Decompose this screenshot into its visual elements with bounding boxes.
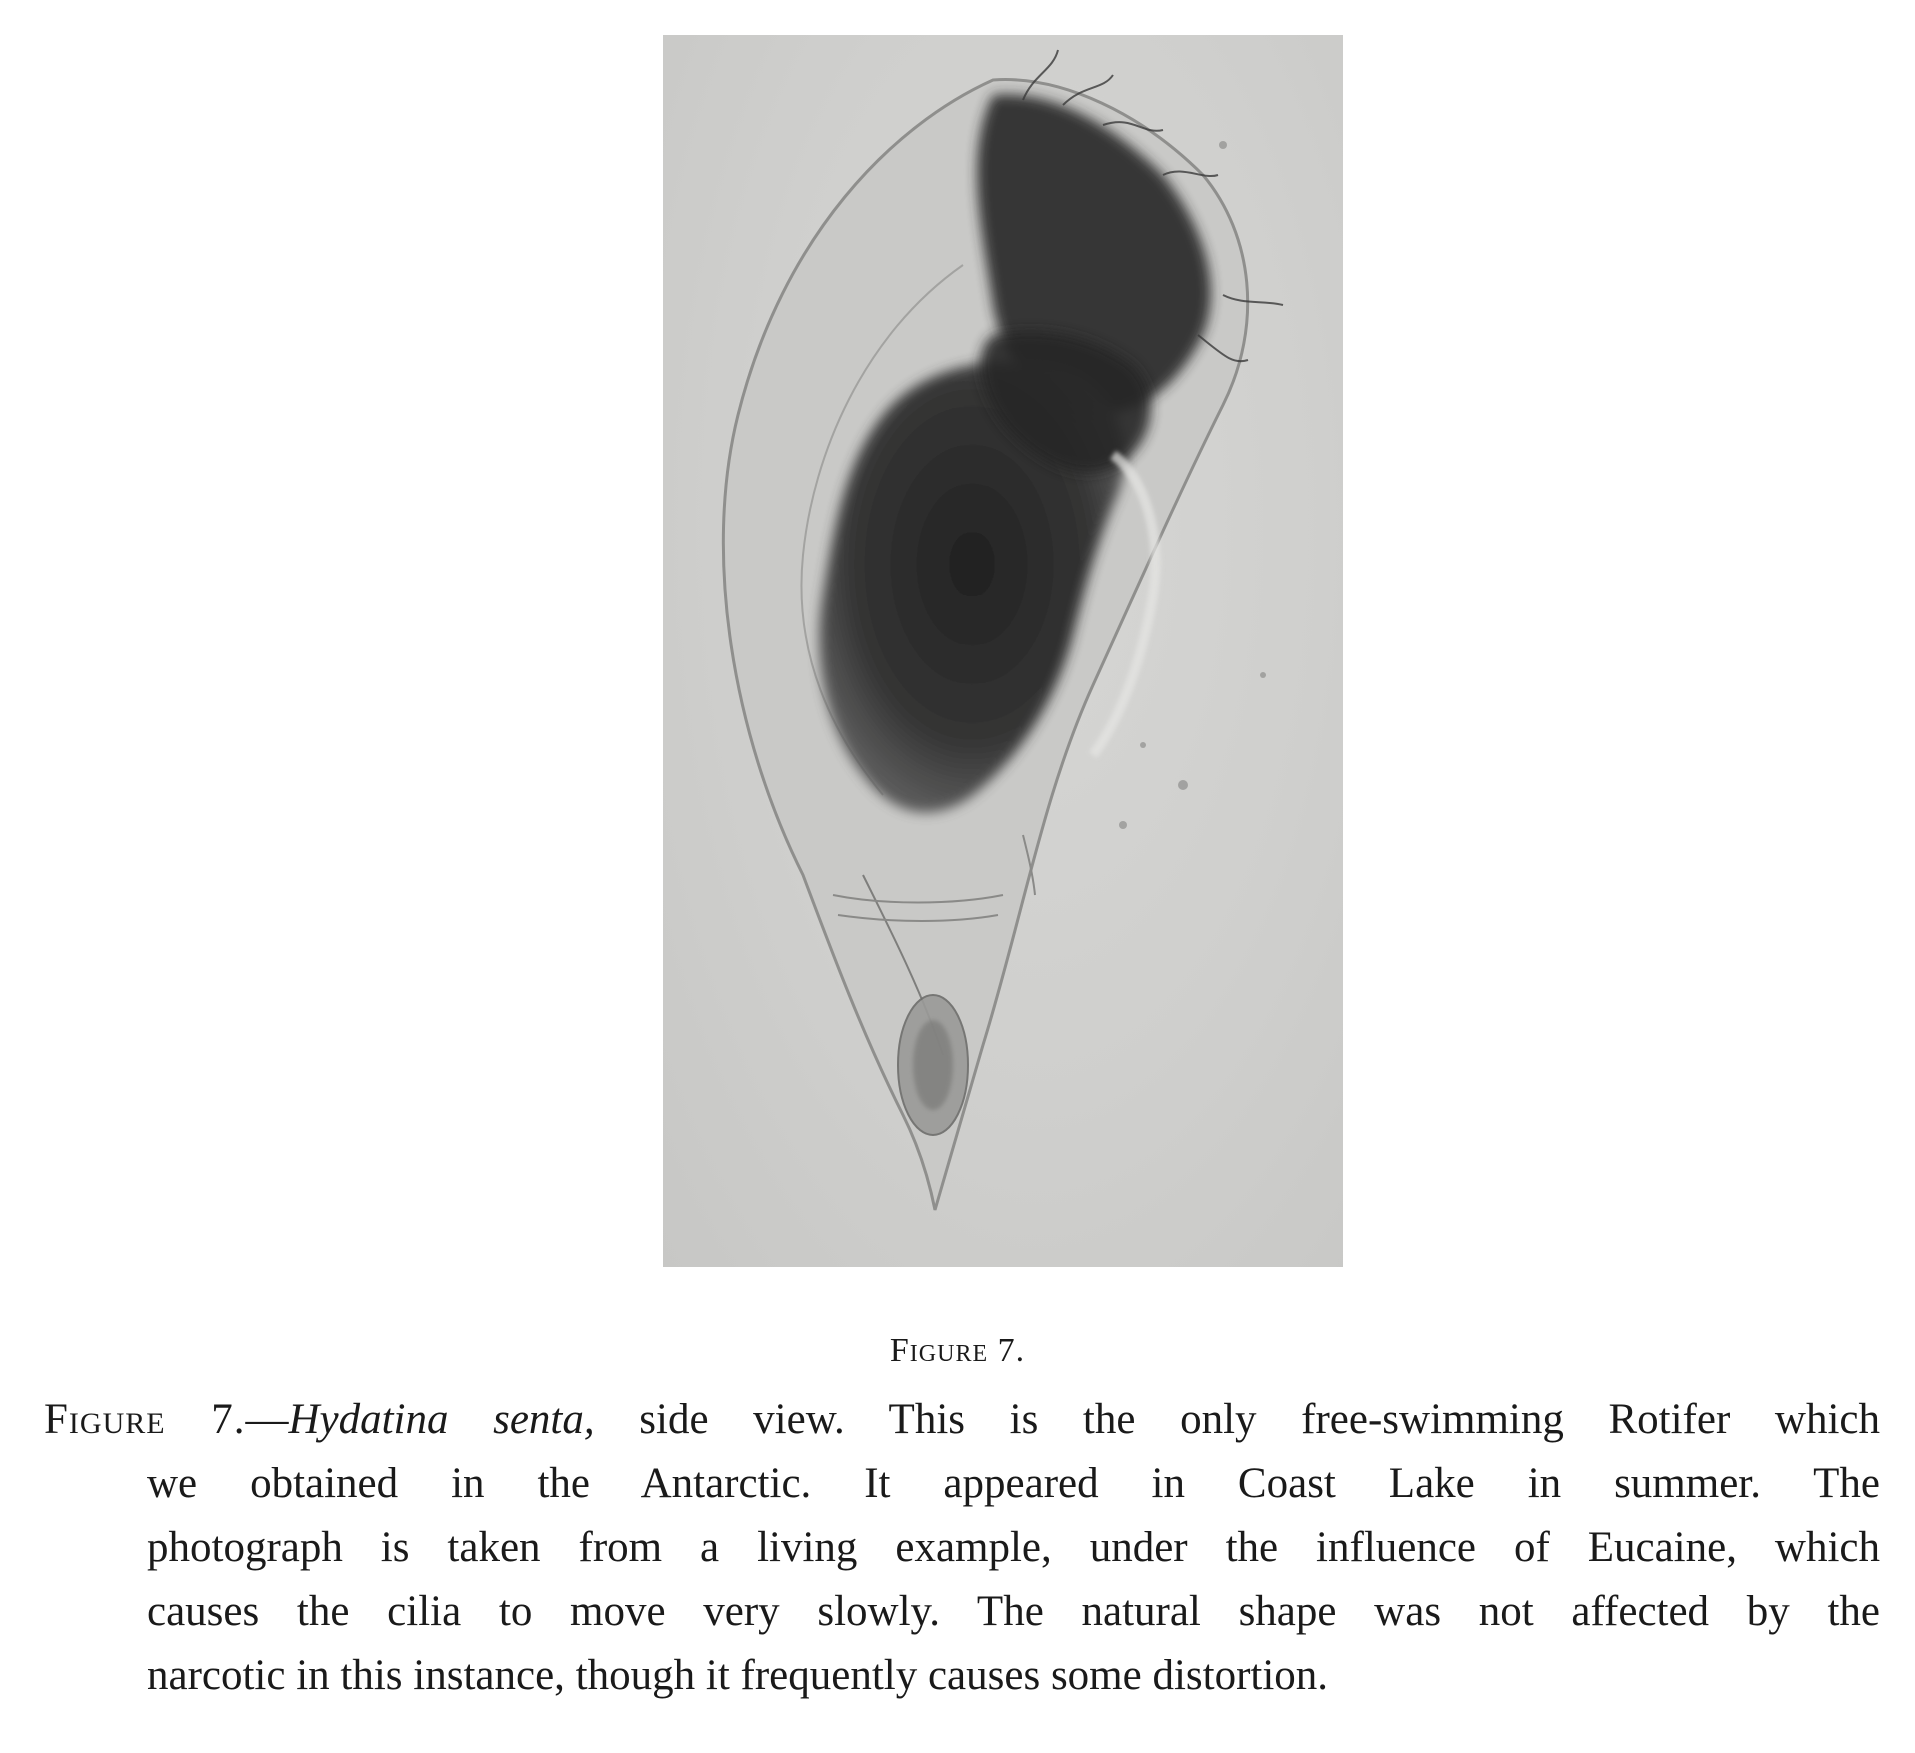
caption-line-2 bbox=[44, 1452, 1880, 1516]
caption-line-1 bbox=[44, 1388, 1880, 1452]
caption-line-5-text: narcotic in this instance, though it frequently causes some distortion. bbox=[147, 1652, 1329, 1699]
caption-line-1-text: side view. This is the only free-swimming Rotifer which bbox=[639, 1396, 1880, 1443]
caption-line-3 bbox=[44, 1516, 1880, 1580]
rotifer-photograph bbox=[663, 35, 1343, 1267]
caption-species-name: Hydatina senta, bbox=[288, 1396, 595, 1443]
caption-line-4-text: causes the cilia to move very slowly. The natural shape was not affected by the bbox=[147, 1588, 1880, 1635]
caption-line-3-text: photograph is taken from a living example, under the influence of Eucaine, which bbox=[147, 1524, 1880, 1571]
caption-dash: — bbox=[245, 1396, 289, 1443]
caption-line-2-text: we obtained in the Antarctic. It appeared in Coast Lake in summer. The bbox=[147, 1460, 1880, 1507]
caption-line-4 bbox=[44, 1580, 1880, 1644]
caption-figure-number: Figure 7. bbox=[44, 1396, 246, 1443]
rotifer-illustration bbox=[663, 35, 1343, 1267]
figure-caption bbox=[44, 1388, 1880, 1708]
figure-label: Figure 7. bbox=[889, 1332, 1026, 1369]
caption-line-5 bbox=[44, 1644, 1880, 1708]
